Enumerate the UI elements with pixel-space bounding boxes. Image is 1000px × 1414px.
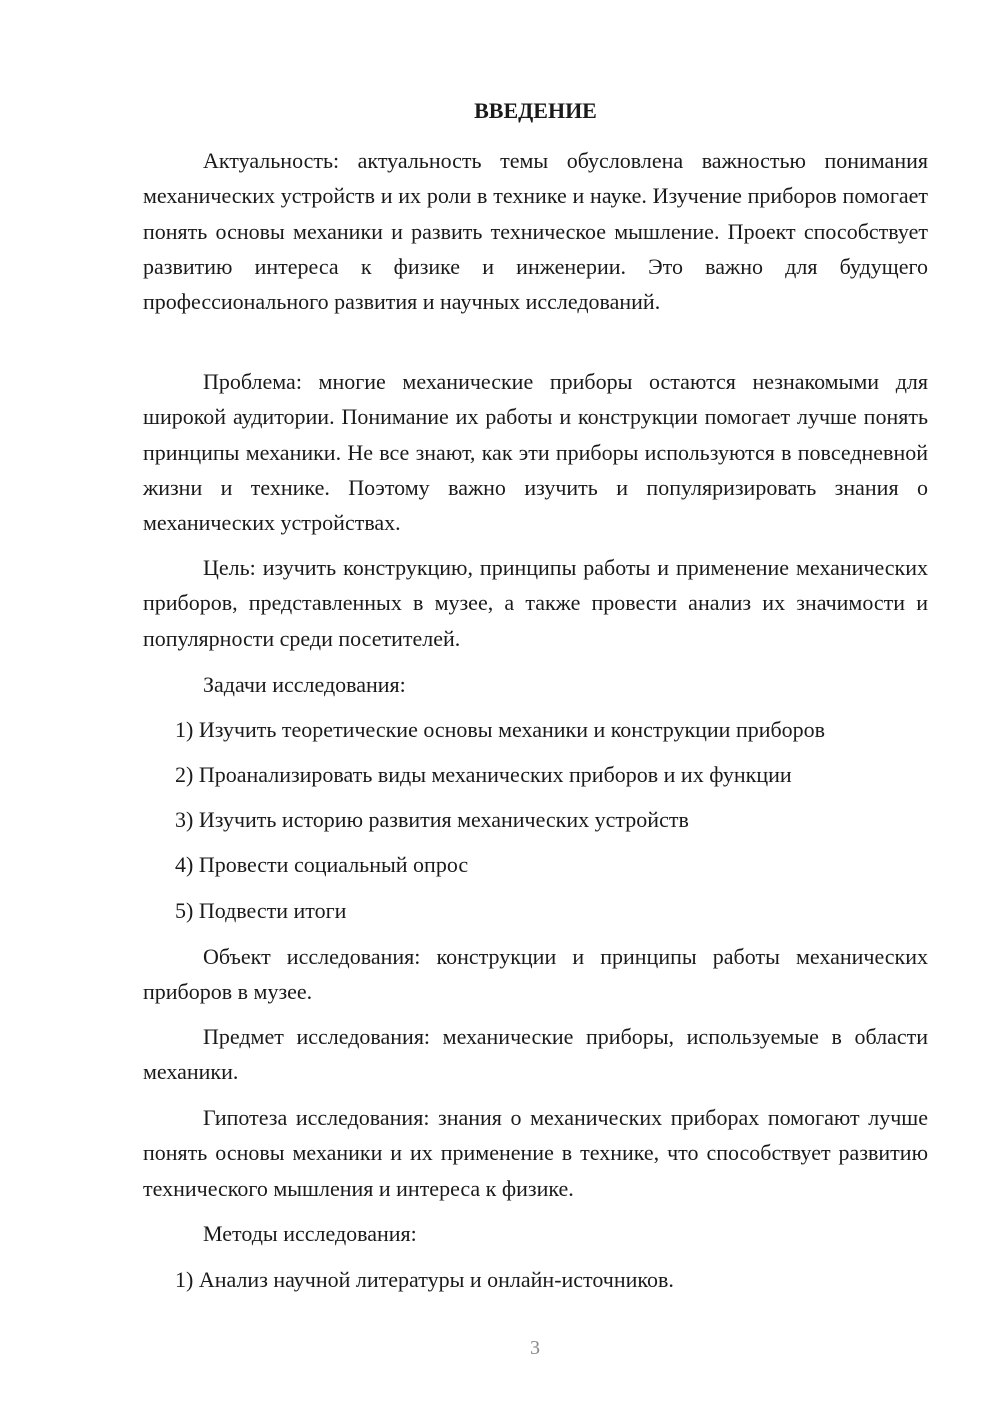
task-item-5: 5) Подвести итоги <box>175 898 347 923</box>
object-paragraph: Объект исследования: конструкции и принципы работы механических приборов в музее. <box>143 944 928 1005</box>
task-item-2: 2) Проанализировать виды механических приборов и их функции <box>175 762 792 787</box>
page-number: 3 <box>530 1337 540 1359</box>
subject-paragraph: Предмет исследования: механические приборы, используемые в области механики. <box>143 1024 928 1085</box>
methods-label: Методы исследования: <box>203 1221 417 1246</box>
problem-paragraph: Проблема: многие механические приборы остаются незнакомыми для широкой аудитории. Понимание их работы и конструкции помогает лучше понять принципы механики. Не все знают, как эти приборы используются в повседневной жизни и технике. Поэтому важно изучить и популяризировать знания о механических устройствах. <box>143 369 928 536</box>
relevance-paragraph: Актуальность: актуальность темы обусловлена важностью понимания механических устройств и их роли в технике и науке. Изучение приборов помогает понять основы механики и развить техническое мышление. Проект способствует развитию интереса к физике и инженерии. Это важно для будущего профессионального развития и научных исследований. <box>143 148 928 315</box>
task-item-3: 3) Изучить историю развития механических устройств <box>175 807 689 832</box>
method-item-1: 1) Анализ научной литературы и онлайн-источников. <box>175 1267 674 1292</box>
task-item-1: 1) Изучить теоретические основы механики и конструкции приборов <box>175 717 826 742</box>
tasks-label: Задачи исследования: <box>203 672 406 697</box>
goal-paragraph: Цель: изучить конструкцию, принципы работы и применение механических приборов, представленных в музее, а также провести анализ их значимости и популярности среди посетителей. <box>143 555 928 651</box>
section-heading: ВВЕДЕНИЕ <box>474 98 597 123</box>
task-item-4: 4) Провести социальный опрос <box>175 852 469 877</box>
hypothesis-paragraph: Гипотеза исследования: знания о механических приборах помогают лучше понять основы механики и их применение в технике, что способствует развитию технического мышления и интереса к физике. <box>143 1105 928 1201</box>
